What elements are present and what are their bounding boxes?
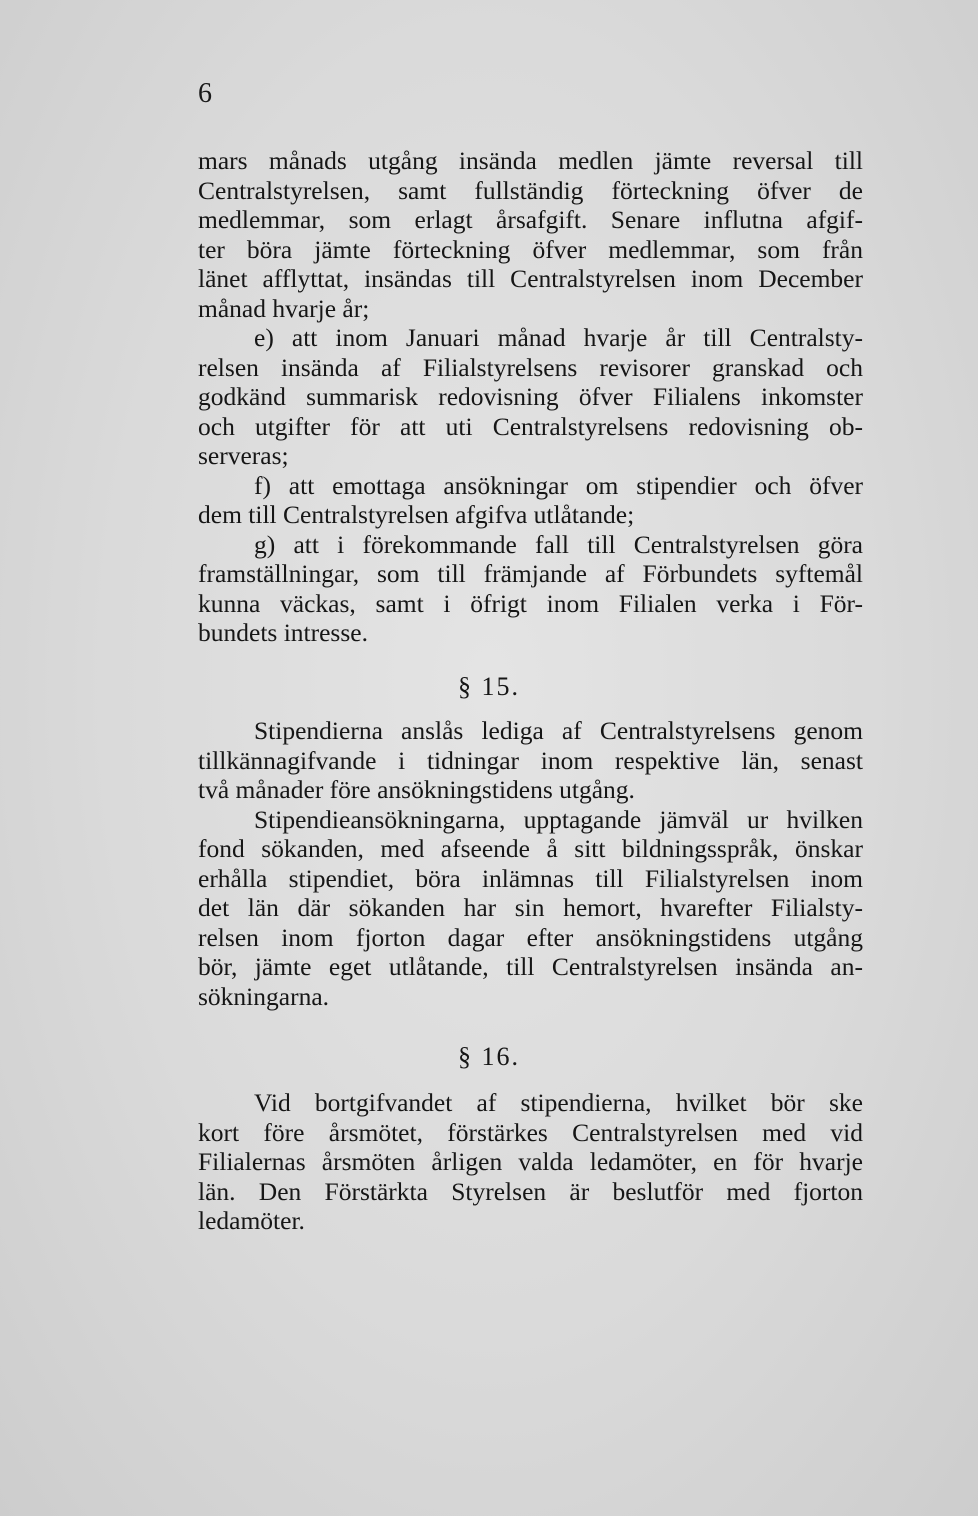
- text-line: Vid bortgifvandet af stipendierna, hvilket bör ske: [254, 1088, 863, 1117]
- text-line: bör, jämte eget utlåtande, till Centralstyrelsen insända an-: [198, 952, 863, 981]
- text-line: och utgifter för att uti Centralstyrelsens redovisning ob-: [198, 411, 863, 441]
- paragraph-block-obligations: [198, 146, 863, 648]
- text-line: tillkännagifvande i tidningar inom respektive län, senast: [198, 745, 863, 775]
- section-heading-16: § 16.: [458, 1042, 520, 1071]
- paragraph-block-section-16: [198, 1088, 863, 1236]
- text-line: kort före årsmötet, förstärkes Centralstyrelsen med vid: [198, 1117, 863, 1147]
- text-line: ter böra jämte förteckning öfver medlemmar, som från: [198, 234, 863, 264]
- text-line: Stipendieansökningarna, upptagande jämväl ur hvilken: [254, 804, 863, 834]
- text-line: månad hvarje år;: [198, 293, 370, 323]
- text-line: Filialernas årsmöten årligen valda ledamöter, en för hvarje: [198, 1147, 863, 1176]
- text-line: framställningar, som till främjande af Förbundets syftemål: [198, 559, 863, 588]
- text-line: f) att emottaga ansökningar om stipendier och öfver: [254, 470, 863, 500]
- page-number: 6: [198, 78, 212, 109]
- text-line: godkänd summarisk redovisning öfver Filialens inkomster: [198, 382, 863, 411]
- text-line: Centralstyrelsen, samt fullständig förteckning öfver de: [198, 175, 863, 205]
- text-line: dem till Centralstyrelsen afgifva utlåtande;: [198, 500, 635, 529]
- text-line: sökningarna.: [198, 981, 330, 1011]
- text-line: län. Den Förstärkta Styrelsen är beslutför med fjorton: [198, 1176, 863, 1206]
- text-line: det län där sökanden har sin hemort, hvarefter Filialsty-: [198, 893, 863, 922]
- section-heading-15: § 15.: [458, 672, 520, 701]
- text-line: två månader före ansökningstidens utgång.: [198, 775, 635, 804]
- text-line: ledamöter.: [198, 1206, 305, 1235]
- text-line: mars månads utgång insända medlen jämte reversal till: [198, 146, 863, 175]
- text-line: relsen inom fjorton dagar efter ansökningstidens utgång: [198, 922, 863, 952]
- text-line: kunna väckas, samt i öfrigt inom Filialen verka i För-: [198, 588, 863, 618]
- paragraph-block-section-15: [198, 716, 863, 1011]
- text-line: Stipendierna anslås lediga af Centralstyrelsens genom: [254, 716, 863, 745]
- text-line: medlemmar, som erlagt årsafgift. Senare influtna afgif-: [198, 205, 863, 234]
- text-line: bundets intresse.: [198, 618, 368, 647]
- text-line: g) att i förekommande fall till Centralstyrelsen göra: [254, 529, 863, 559]
- text-line: relsen insända af Filialstyrelsens revisorer granskad och: [198, 352, 863, 382]
- text-line: serveras;: [198, 441, 289, 470]
- text-line: erhålla stipendiet, böra inlämnas till Filialstyrelsen inom: [198, 863, 863, 893]
- text-line: e) att inom Januari månad hvarje år till Centralsty-: [254, 323, 863, 352]
- text-line: fond sökanden, med afseende å sitt bildningsspråk, önskar: [198, 834, 863, 863]
- text-line: länet afflyttat, insändas till Centralstyrelsen inom December: [198, 264, 863, 293]
